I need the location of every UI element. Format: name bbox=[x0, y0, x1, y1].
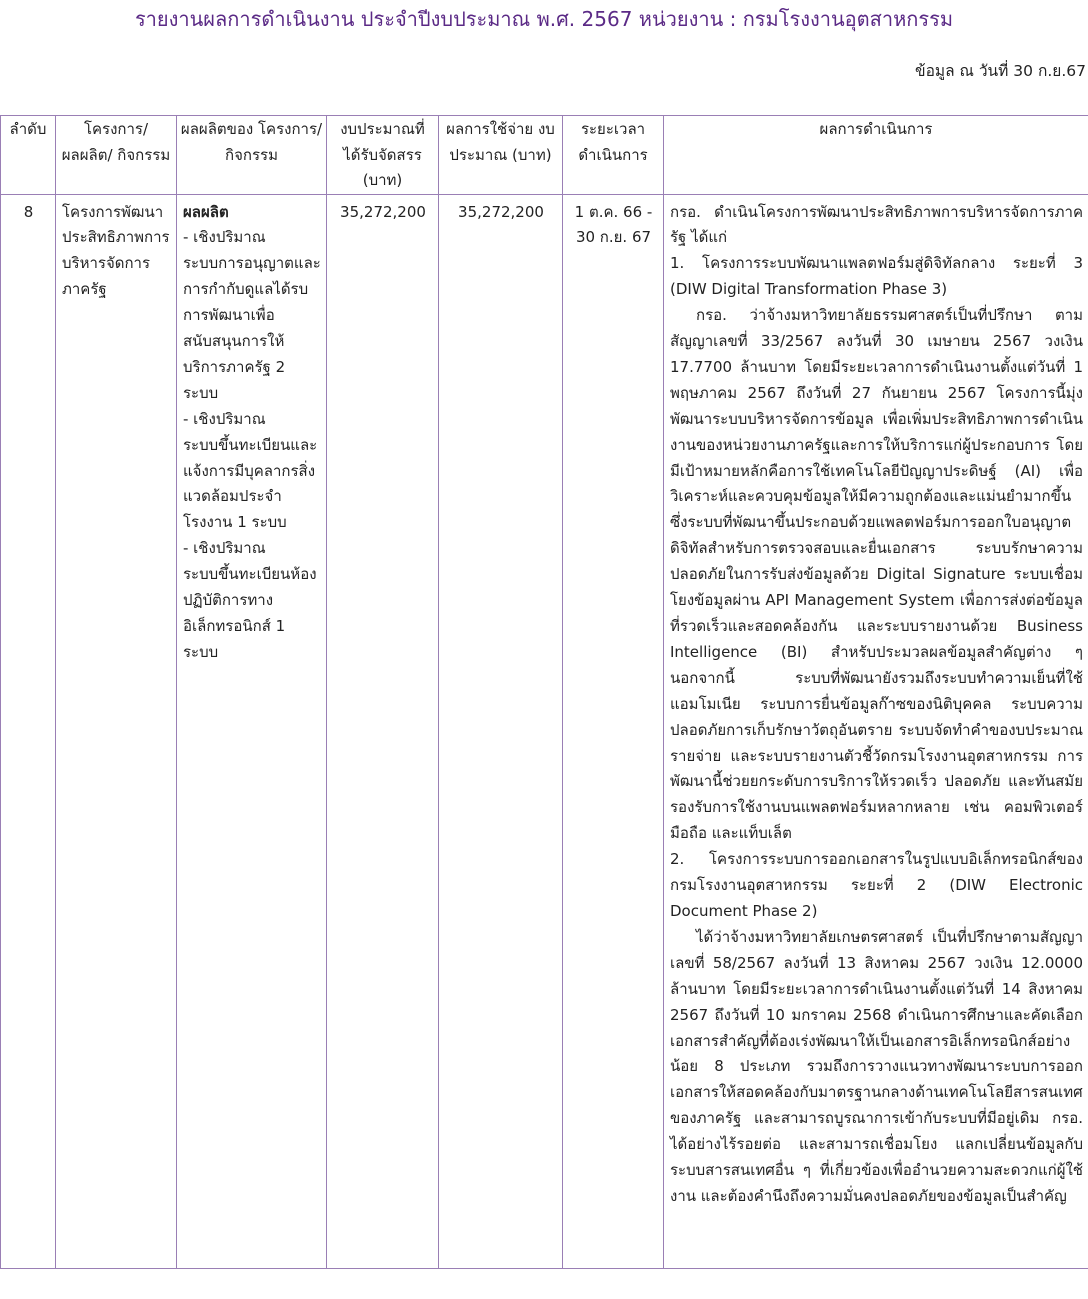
output-item: - เชิงปริมาณ bbox=[183, 409, 266, 428]
output-item: ระบบขึ้นทะเบียนและแจ้งการมีบุคลากรสิ่งแวดล้อมประจำโรงงาน 1 ระบบ bbox=[183, 435, 318, 532]
output-item: - เชิงปริมาณ bbox=[183, 539, 266, 558]
cell-project: โครงการพัฒนาประสิทธิภาพการบริหารจัดการภาครัฐ bbox=[56, 194, 177, 1268]
cell-period: 1 ต.ค. 66 - 30 ก.ย. 67 bbox=[563, 194, 664, 1268]
header-no: ลำดับ bbox=[1, 116, 56, 195]
result-project-1-heading: 1. โครงการระบบพัฒนาแพลตฟอร์มสู่ดิจิทัลกลาง ระยะที่ 3 (DIW Digital Transformation Phase 3) bbox=[670, 254, 1083, 299]
cell-output bbox=[177, 194, 327, 1268]
header-project: โครงการ/ ผลผลิต/ กิจกรรม bbox=[56, 116, 177, 195]
output-item: - เชิงปริมาณ bbox=[183, 228, 266, 247]
output-item: ระบบการอนุญาตและการกำกับดูแลได้รบการพัฒนาเพื่อสนับสนุนการให้บริการภาครัฐ 2 ระบบ bbox=[183, 254, 321, 402]
report-title: รายงานผลการดำเนินงาน ประจำปีงบประมาณ พ.ศ. 2567 หน่วยงาน : กรมโรงงานอุตสาหกรรม bbox=[134, 7, 954, 31]
output-heading: ผลผลิต bbox=[183, 202, 229, 221]
header-result: ผลการดำเนินการ bbox=[664, 116, 1088, 195]
cell-spending: 35,272,200 bbox=[439, 194, 563, 1268]
header-period: ระยะเวลา ดำเนินการ bbox=[563, 116, 664, 195]
header-budget: งบประมาณที่ ได้รับจัดสรร (บาท) bbox=[327, 116, 439, 195]
header-spending: ผลการใช้จ่าย งบประมาณ (บาท) bbox=[439, 116, 563, 195]
performance-table bbox=[0, 115, 1088, 1269]
cell-no: 8 bbox=[1, 194, 56, 1268]
cell-budget: 35,272,200 bbox=[327, 194, 439, 1268]
header-row bbox=[1, 116, 1088, 195]
result-project-1-detail: กรอ. ว่าจ้างมหาวิทยาลัยธรรมศาสตร์เป็นที่ปรึกษา ตามสัญญาเลขที่ 33/2567 ลงวันที่ 30 เมษายน 2567 วงเงิน 17.7700 ล้านบาท โดยมีระยะเวลาการดำเนินงานตั้งแต่วันที่ 1 พฤษภาคม 2567 ถึงวันที่ 27 กันยายน 2567 โครงการนี้มุ่งพัฒนาระบบบริหารจัดการข้อมูล เพื่อเพิ่มประสิทธิภาพการดำเนินงานของหน่วยงานภาครัฐและการให้บริการแก่ผู้ประกอบการ โดยมีเป้าหมายหลักคือการใช้เทคโนโลยีปัญญาประดิษฐ์ (AI) เพื่อวิเคราะห์และควบคุมข้อมูลให้มีความถูกต้องและแม่นยำมากขึ้น ซึ่งระบบที่พัฒนาขึ้นประกอบด้วยแพลตฟอร์มการออกใบอนุญาตดิจิทัลสำหรับการตรวจสอบและยื่นเอกสาร ระบบรักษาความปลอดภัยในการรับส่งข้อมูลด้วย Digital Signature ระบบเชื่อมโยงข้อมูลผ่าน API Management System เพื่อการส่งต่อข้อมูลที่รวดเร็วและสอดคล้องกัน และระบบรายงานด้วย Business Intelligence (BI) สำหรับประมวลผลข้อมูลสำคัญต่าง ๆ นอกจากนี้ ระบบที่พัฒนายังรวมถึงระบบทำความเย็นที่ใช้แอมโมเนีย ระบบการยื่นข้อมูลก๊าซของนิติบุคคล ระบบความปลอดภัยการเก็บรักษาวัตถุอันตราย ระบบจัดทำคำของบประมาณรายจ่าย และระบบรายงานตัวชี้วัดกรมโรงงานอุตสาหกรรม การพัฒนานี้ช่วยยกระดับการบริการให้รวดเร็ว ปลอดภัย และทันสมัย รองรับการใช้งานบนแพลตฟอร์มหลากหลาย เช่น คอมพิวเตอร์ มือถือ และแท็บเล็ต bbox=[670, 306, 1083, 843]
as-of-date: ข้อมูล ณ วันที่ 30 ก.ย.67 bbox=[915, 62, 1086, 80]
table-row bbox=[1, 194, 1088, 1268]
result-project-2-detail: ได้ว่าจ้างมหาวิทยาลัยเกษตรศาสตร์ เป็นที่ปรึกษาตามสัญญาเลขที่ 58/2567 ลงวันที่ 13 สิงหาคม 2567 วงเงิน 12.0000 ล้านบาท โดยมีระยะเวลาการดำเนินงานตั้งแต่วันที่ 14 สิงหาคม 2567 ถึงวันที่ 10 มกราคม 2568 ดำเนินการศึกษาและคัดเลือกเอกสารสำคัญที่ต้องเร่งพัฒนาให้เป็นเอกสารอิเล็กทรอนิกส์อย่างน้อย 8 ประเภท รวมถึงการวางแนวทางพัฒนาระบบการออกเอกสารให้สอดคล้องกับมาตรฐานกลางด้านเทคโนโลยีสารสนเทศของภาครัฐ และสามารถบูรณาการเข้ากับระบบที่มีอยู่เดิม กรอ. ได้อย่างไร้รอยต่อ และสามารถเชื่อมโยง แลกเปลี่ยนข้อมูลกับระบบสารสนเทศอื่น ๆ ที่เกี่ยวข้องเพื่ออำนวยความสะดวกแก่ผู้ใช้งาน และต้องคำนึงถึงความมั่นคงปลอดภัยของข้อมูลเป็นสำคัญ bbox=[670, 927, 1083, 1205]
result-intro: กรอ. ดำเนินโครงการพัฒนาประสิทธิภาพการบริหารจัดการภาครัฐ ได้แก่ bbox=[670, 202, 1083, 247]
cell-result bbox=[664, 194, 1088, 1268]
result-project-2-heading: 2. โครงการระบบการออกเอกสารในรูปแบบอิเล็กทรอนิกส์ของกรมโรงงานอุตสาหกรรม ระยะที่ 2 (DIW Electronic Document Phase 2) bbox=[670, 850, 1083, 920]
output-item: ระบบขึ้นทะเบียนห้องปฏิบัติการทางอิเล็กทรอนิกส์ 1 ระบบ bbox=[183, 565, 317, 661]
header-output: ผลผลิตของ โครงการ/กิจกรรม bbox=[177, 116, 327, 195]
